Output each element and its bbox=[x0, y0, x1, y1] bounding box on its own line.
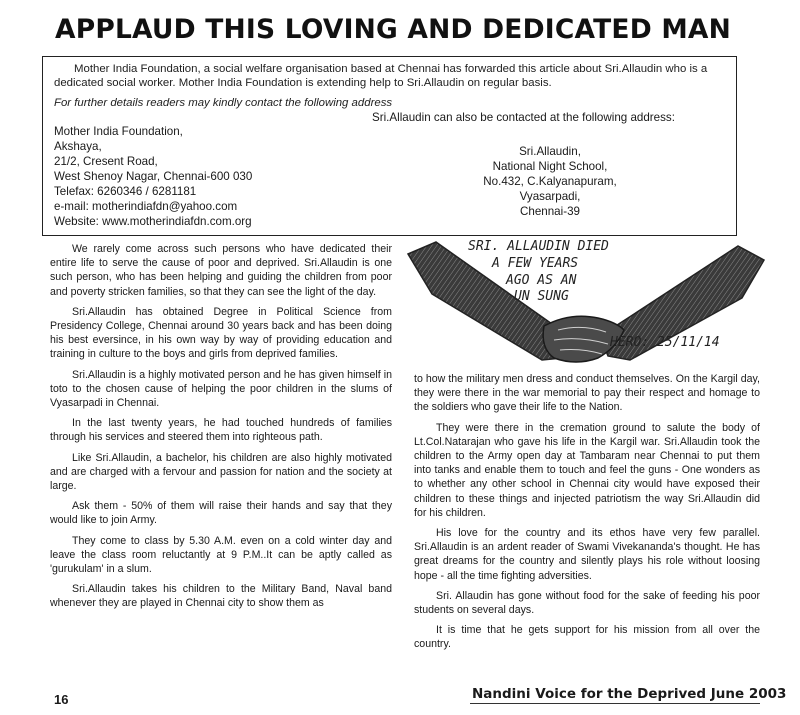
foundation-address-line: Akshaya, bbox=[54, 140, 102, 153]
article-paragraph: We rarely come across such persons who have dedicated their entire life to serve the cause of poor and deprived. Sri.Allaudin is one such person, who has been helping and guiding the children from poor and poverty stricken families, so that they can see the light of the day. bbox=[50, 243, 392, 298]
article-paragraph: It is time that he gets support for his mission from all over the country. bbox=[414, 624, 760, 651]
allaudin-address-line: Sri.Allaudin, bbox=[519, 145, 581, 158]
handshake-illustration bbox=[402, 232, 770, 372]
article-paragraph: Sri.Allaudin has obtained Degree in Political Science from Presidency College, Chennai around 30 years back and has been doing his best eversince, in his own way by way of providing education and training in culture to the boys and girls from deprived families. bbox=[50, 305, 392, 361]
article-paragraph: Ask them - 50% of them will raise their hands and say that they would like to join Army. bbox=[50, 500, 392, 527]
foundation-address-line: 21/2, Cresent Road, bbox=[54, 155, 158, 168]
publication-footer: Nandini Voice for the Deprived June 2003 bbox=[472, 686, 787, 702]
foundation-address-line: Mother India Foundation, bbox=[54, 125, 183, 138]
also-contact-text: Sri.Allaudin can also be contacted at the following address: bbox=[372, 111, 675, 124]
article-paragraph: Sri.Allaudin is a highly motivated person and he has given himself in toto to the chosen cause of helping the poor children in the slums of Vyasarpadi in Chennai. bbox=[50, 368, 392, 410]
further-details-text: For further details readers may kindly contact the following address bbox=[54, 97, 393, 109]
box-intro-text: Mother India Foundation, a social welfare organisation based at Chennai has forwarded this article about Sri.Allaudin who is a dedicated social worker. Mother India Foundation is extending help to Sri.Allaudin on regular basis. bbox=[54, 63, 708, 89]
handwritten-note-line: SRI. ALLAUDIN DIED bbox=[468, 239, 609, 254]
article-left-column bbox=[50, 242, 392, 617]
article-paragraph: Like Sri.Allaudin, a bachelor, his children are also highly motivated and are charged with a fervour and passion for nation and the society at large. bbox=[50, 451, 392, 493]
foundation-email: e-mail: motherindiafdn@yahoo.com bbox=[54, 200, 238, 213]
article-paragraph: to how the military men dress and conduct themselves. On the Kargil day, they were there in the war memorial to pay their respect and homage to the soldiers who gave their life to the Nation. bbox=[414, 373, 760, 414]
handwritten-note-line: A FEW YEARS bbox=[492, 256, 579, 271]
foundation-website: Website: www.motherindiafdn.com.org bbox=[54, 215, 252, 228]
foundation-telefax: Telefax: 6260346 / 6281181 bbox=[54, 185, 197, 198]
footer-rule bbox=[470, 703, 760, 704]
allaudin-address bbox=[470, 144, 630, 219]
article-paragraph: In the last twenty years, he had touched hundreds of families through his services and steered them into righteous path. bbox=[50, 417, 392, 444]
handwritten-note-line: UN SUNG bbox=[514, 289, 569, 304]
article-paragraph: Sri.Allaudin takes his children to the Military Band, Naval band whenever they are played in Chennai city to show them as bbox=[50, 583, 392, 610]
foundation-address-line: West Shenoy Nagar, Chennai-600 030 bbox=[54, 170, 253, 183]
article-title: APPLAUD THIS LOVING AND DEDICATED MAN bbox=[55, 14, 732, 45]
allaudin-address-line: Vyasarpadi, bbox=[519, 190, 581, 203]
article-paragraph: Sri. Allaudin has gone without food for the sake of feeding his poor students on several days. bbox=[414, 589, 760, 617]
article-paragraph: They were there in the cremation ground to salute the body of Lt.Col.Natarajan who gave his life in the Kargil war. Sri.Allaudin took the children to the Army open day at Tambaram near Chennai to put them into tanks and enable them to touch and feel the guns - One wonders as to whether any other school in Chennai city would have exposed their children to these things and injected patriotism the way Sri.Allaudin did for his children. bbox=[414, 421, 760, 519]
article-paragraph: They come to class by 5.30 A.M. even on a cold winter day and leave the class room reluctantly at 9 P.M..It can be aptly called as 'gurukulam' in a slum. bbox=[50, 534, 392, 576]
allaudin-address-line: Chennai-39 bbox=[520, 205, 580, 218]
page-number: 16 bbox=[54, 692, 69, 707]
allaudin-address-line: National Night School, bbox=[492, 160, 608, 173]
article-paragraph: His love for the country and its ethos have very few parallel. Sri.Allaudin is an ardent reader of Swami Vivekananda's thought. He has great dreams for the country and silently plays his role without loosing hope - all the time fighting adversities. bbox=[414, 527, 760, 582]
article-right-column bbox=[414, 372, 760, 658]
allaudin-address-line: No.432, C.Kalyanapuram, bbox=[483, 175, 617, 188]
handwritten-note-line: AGO AS AN bbox=[506, 273, 577, 288]
foundation-address bbox=[54, 124, 252, 229]
handwritten-note-line: HERO: 25/11/14 bbox=[610, 335, 720, 350]
